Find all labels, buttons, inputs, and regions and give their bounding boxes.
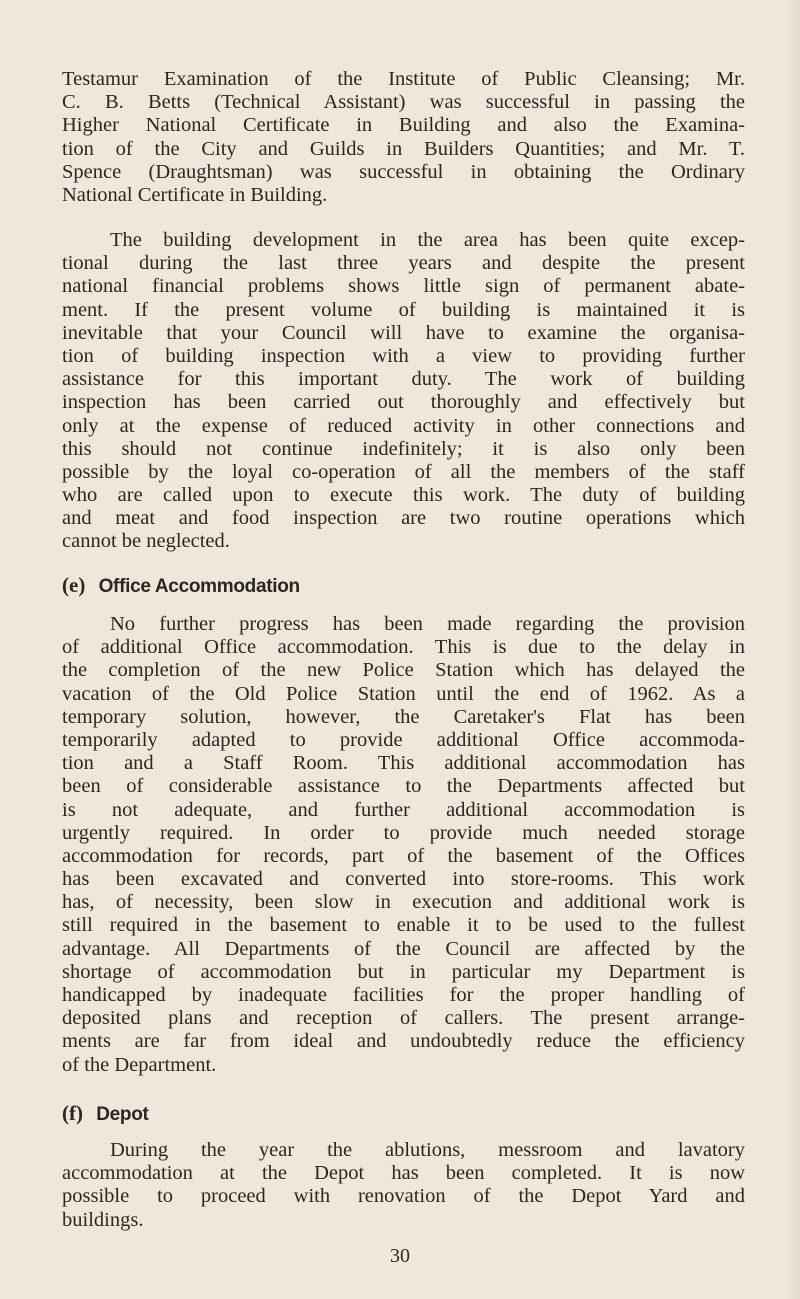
section-title: Depot [96, 1104, 149, 1125]
text-line: assistance for this important duty. The work of building [62, 368, 745, 391]
text-line: this should not continue indefinitely; it is also only been [62, 437, 745, 460]
text-line: who are called upon to execute this work. The duty of building [62, 484, 745, 507]
text-line: handicapped by inadequate facilities for the proper handling of [62, 984, 745, 1006]
text-line: Spence (Draughtsman) was successful in obtaining the Ordinary [62, 160, 745, 183]
text-line: tion of the City and Guilds in Builders Quantities; and Mr. T. [62, 137, 745, 160]
page-number: 30 [390, 1245, 410, 1267]
text-line: possible to proceed with renovation of the Depot Yard and [62, 1185, 745, 1208]
text-line: buildings. [62, 1208, 144, 1231]
section-heading-office-accommodation [62, 573, 300, 599]
text-line: possible by the loyal co-operation of all the members of the staff [62, 460, 745, 483]
text-line: is not adequate, and further additional accommodation is [62, 798, 745, 821]
text-line: national financial problems shows little sign of permanent abate- [62, 275, 745, 298]
text-line: accommodation for records, part of the basement of the Offices [62, 844, 745, 867]
page-edge-shadow [786, 0, 800, 1299]
text-line: temporary solution, however, the Caretaker's Flat has been [62, 705, 745, 728]
text-line: During the year the ablutions, messroom and lavatory [110, 1139, 745, 1161]
text-line: and meat and food inspection are two routine operations which [62, 507, 745, 530]
text-line: No further progress has been made regarding the provision [110, 613, 745, 635]
section-title: Office Accommodation [98, 576, 300, 597]
text-line: Testamur Examination of the Institute of Public Cleansing; Mr. [62, 68, 745, 90]
text-line: ments are far from ideal and undoubtedly reduce the efficiency [62, 1030, 745, 1053]
section-number: (f) [62, 1101, 83, 1125]
text-line: tion and a Staff Room. This additional accommodation has [62, 752, 745, 775]
text-line: of the Department. [62, 1053, 217, 1076]
text-line: of additional Office accommodation. This is due to the delay in [62, 636, 745, 659]
text-line: temporarily adapted to provide additional Office accommoda- [62, 728, 745, 751]
text-line: vacation of the Old Police Station until the end of 1962. As a [62, 682, 745, 705]
text-line: has, of necessity, been slow in execution and additional work is [62, 891, 745, 914]
text-line: cannot be neglected. [62, 530, 230, 553]
paragraph-depot [62, 1139, 745, 1232]
text-line: deposited plans and reception of callers. The present arrange- [62, 1007, 745, 1030]
text-line: C. B. Betts (Technical Assistant) was successful in passing the [62, 91, 745, 114]
paragraph-certificates [62, 68, 745, 207]
text-line: National Certificate in Building. [62, 183, 328, 206]
text-line: only at the expense of reduced activity in other connections and [62, 414, 745, 437]
text-line: has been excavated and converted into store-rooms. This work [62, 868, 745, 891]
text-line: tional during the last three years and despite the present [62, 252, 745, 275]
text-line: The building development in the area has been quite excep- [110, 229, 745, 251]
text-line: ment. If the present volume of building is maintained it is [62, 298, 745, 321]
text-line: shortage of accommodation but in particular my Department is [62, 960, 745, 983]
text-line: advantage. All Departments of the Council are affected by the [62, 937, 745, 960]
paragraph-office-accommodation [62, 613, 745, 1077]
text-line: inspection has been carried out thoroughly and effectively but [62, 391, 745, 414]
paragraph-building-development [62, 229, 745, 554]
text-line: Higher National Certificate in Building and also the Examina- [62, 114, 745, 137]
text-line: been of considerable assistance to the Departments affected but [62, 775, 745, 798]
text-line: tion of building inspection with a view to providing further [62, 344, 745, 367]
section-heading-depot [62, 1101, 149, 1127]
text-line: still required in the basement to enable it to be used to the fullest [62, 914, 745, 937]
section-number: (e) [62, 573, 86, 597]
text-line: urgently required. In order to provide much needed storage [62, 821, 745, 844]
text-line: inevitable that your Council will have to examine the organisa- [62, 321, 745, 344]
text-line: accommodation at the Depot has been completed. It is now [62, 1162, 745, 1185]
text-line: the completion of the new Police Station which has delayed the [62, 659, 745, 682]
